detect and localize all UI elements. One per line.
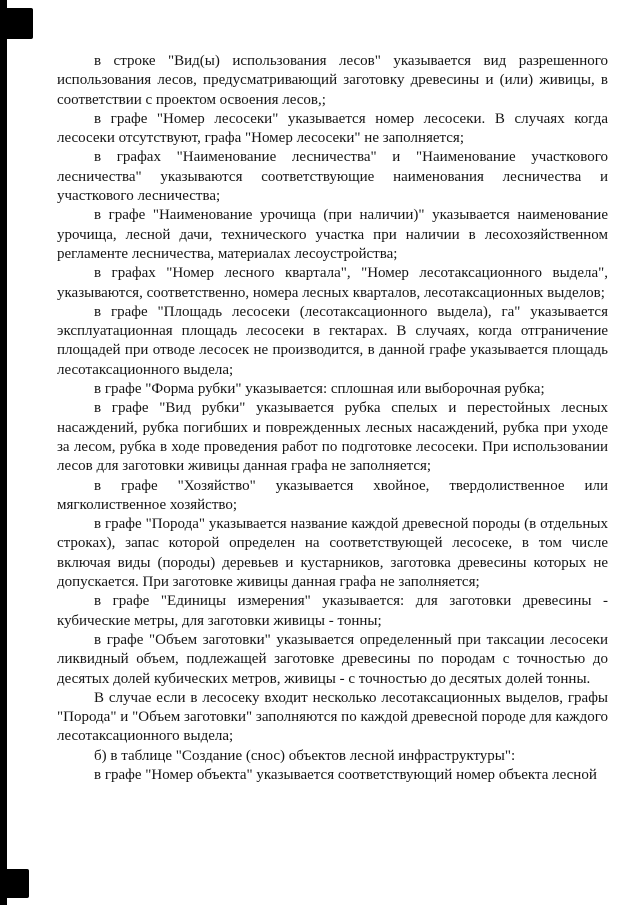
paragraph: в графе "Порода" указывается название каждой древесной породы (в отдельных строках), запас которой определен на соответствующей лесосеке, в том числе включая виды (породы) деревьев и кустарников, заготовка древесины которых не допускается. При заготовке живицы данная графа не заполняется; <box>57 516 608 591</box>
paragraph: в графе "Площадь лесосеки (лесотаксационного выдела), га" указывается эксплуатационная площадь лесосеки в гектарах. В случаях, когда отграничение площадей при отводе лесосек не производится, в данной графе указывается площадь лесотаксационного выдела; <box>57 303 608 378</box>
paragraph: в графах "Номер лесного квартала", "Номер лесотаксационного выдела", указываются, соответственно, номера лесных кварталов, лесотаксационных выделов; <box>57 265 608 301</box>
paragraph: в графе "Объем заготовки" указывается определенный при таксации лесосеки ликвидный объем, подлежащей заготовке древесины по породам с точностью до десятых долей кубических метров, живицы - с точностью до десятых долей тонны. <box>57 631 608 687</box>
scan-artifact-bottom-blob <box>0 869 29 898</box>
paragraph: в графе "Наименование урочища (при наличии)" указывается наименование урочища, лесной дачи, технического участка при наличии в лесохозяйственном регламенте лесничества, материалах лесоустройства; <box>57 207 608 262</box>
paragraph: В случае если в лесосеку входит несколько лесотаксационных выделов, графы "Порода" и "Объем заготовки" заполняются по каждой древесной породе для каждого лесотаксационного выдела; <box>57 689 608 745</box>
scan-artifact-left-strip <box>0 0 7 905</box>
paragraph: в графе "Форма рубки" указывается: сплошная или выборочная рубка; <box>94 381 545 398</box>
scan-artifact-top-blob <box>0 8 33 39</box>
paragraph: в графе "Номер лесосеки" указывается номер лесосеки. В случаях когда лесосеки отсутствуют, графа "Номер лесосеки" не заполняется; <box>57 110 608 147</box>
paragraph: в графе "Хозяйство" указывается хвойное, твердолиственное или мягколиственное хозяйство; <box>57 477 608 513</box>
paragraph: в строке "Вид(ы) использования лесов" указывается вид разрешенного использования лесов, предусматривающий заготовку древесины и (или) живицы, в соответствии с проектом освоения лесов,; <box>57 53 608 108</box>
paragraph: в графе "Единицы измерения" указывается: для заготовки древесины - кубические метры, для заготовки живицы - тонны; <box>57 593 608 629</box>
paragraph: в графе "Вид рубки" указывается рубка спелых и перестойных лесных насаждений, рубка погибших и поврежденных лесных насаждений, рубка при уходе за лесом, рубка в ходе проведения работ по подготовке лесосеки. При использовании лесов для заготовки живицы данная графа не заполняется; <box>57 400 608 475</box>
document-body <box>57 52 608 785</box>
paragraph: б) в таблице "Создание (снос) объектов лесной инфраструктуры": <box>94 747 516 764</box>
paragraph: в графе "Номер объекта" указывается соответствующий номер объекта лесной <box>94 766 597 783</box>
paragraph: в графах "Наименование лесничества" и "Наименование участкового лесничества" указываются соответствующие наименования лесничества и участкового лесничества; <box>57 149 608 205</box>
